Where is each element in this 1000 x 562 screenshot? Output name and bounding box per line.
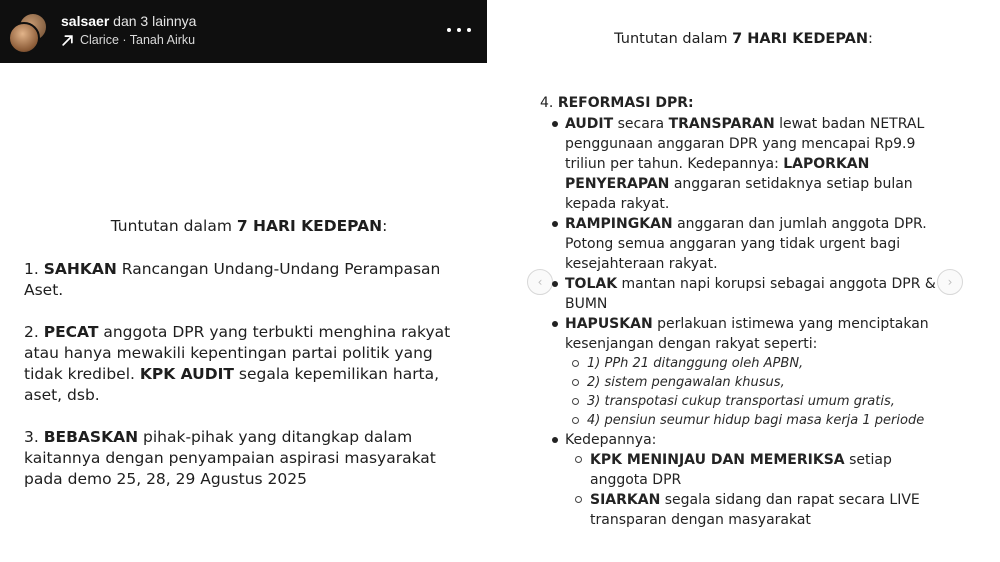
username[interactable]: salsaer: [61, 13, 110, 29]
avatar[interactable]: [8, 22, 40, 54]
chevron-left-icon: ‹: [537, 275, 543, 289]
left-slide-text: [24, 216, 474, 511]
list-item: RAMPINGKAN anggaran dan jumlah anggota DPR. Potong semua anggaran yang tidak urgent bagi kesejahteraan rakyat.: [540, 214, 950, 274]
sub-list-item: 4) pensiun seumur hidup bagi masa kerja 1 periode: [565, 411, 950, 430]
demand-item-3: 3. BEBASKAN pihak-pihak yang ditangkap dalam kaitannya dengan penyampaian aspirasi masyarakat pada demo 25, 28, 29 Agustus 2025: [24, 428, 436, 488]
demand-item-2: 2. PECAT anggota DPR yang terbukti menghina rakyat atau hanya mewakili kepentingan partai politik yang tidak kredibel. KPK AUDIT segala kepemilikan harta, aset, dsb.: [24, 323, 451, 404]
list-item: Kedepannya: KPK MENINJAU DAN MEMERIKSA setiap anggota DPR SIARKAN segala sidang dan rapat secara LIVE transparan dengan masyarakat: [540, 430, 950, 530]
left-heading: Tuntutan dalam 7 HARI KEDEPAN:: [110, 217, 388, 235]
list-item: TOLAK mantan napi korupsi sebagai anggota DPR & BUMN: [540, 274, 950, 314]
post-header: [0, 0, 487, 63]
sub-list-item: SIARKAN segala sidang dan rapat secara LIVE transparan dengan masyarakat: [565, 490, 950, 530]
collab-suffix[interactable]: dan 3 lainnya: [109, 13, 197, 29]
list-item: AUDIT secara TRANSPARAN lewat badan NETRAL penggunaan anggaran DPR yang mencapai Rp9.9 triliun per tahun. Kedepannya: LAPORKAN PENYERAPAN anggaran setidaknya setiap bulan kepada rakyat.: [540, 114, 950, 214]
more-horizontal-icon[interactable]: [447, 20, 471, 40]
sub-list-item: 2) sistem pengawalan khusus,: [565, 373, 950, 392]
sub-list-item: 1) PPh 21 ditanggung oleh APBN,: [565, 354, 950, 373]
music-link[interactable]: [61, 33, 195, 47]
right-slide: [487, 0, 1000, 562]
right-slide-text: [537, 93, 950, 530]
list-item: HAPUSKAN perlakuan istimewa yang menciptakan kesenjangan dengan rakyat seperti: 1) PPh 21 ditanggung oleh APBN, 2) sistem pengawalan khusus, 3) transpotasi cukup transportasi umum gratis, 4) pensiun seumur hidup bagi masa kerja 1 periode: [540, 314, 950, 430]
sub-list-item: KPK MENINJAU DAN MEMERIKSA setiap anggota DPR: [565, 450, 950, 490]
avatar-stack[interactable]: [8, 12, 48, 52]
right-heading: Tuntutan dalam 7 HARI KEDEPAN:: [614, 31, 873, 47]
collab-line[interactable]: [61, 13, 196, 29]
left-slide: [0, 0, 487, 562]
future-sublist: [565, 450, 950, 530]
chevron-right-icon: ›: [947, 275, 953, 289]
music-label[interactable]: Clarice · Tanah Airku: [80, 33, 196, 47]
privilege-sublist: [565, 354, 950, 430]
arrow-up-right-icon: [61, 34, 74, 47]
reform-list: [537, 114, 950, 530]
sub-list-item: 3) transpotasi cukup transportasi umum gratis,: [565, 392, 950, 411]
section-title: 4. REFORMASI DPR:: [540, 95, 694, 111]
demand-item-1: 1. SAHKAN Rancangan Undang-Undang Perampasan Aset.: [24, 260, 441, 299]
